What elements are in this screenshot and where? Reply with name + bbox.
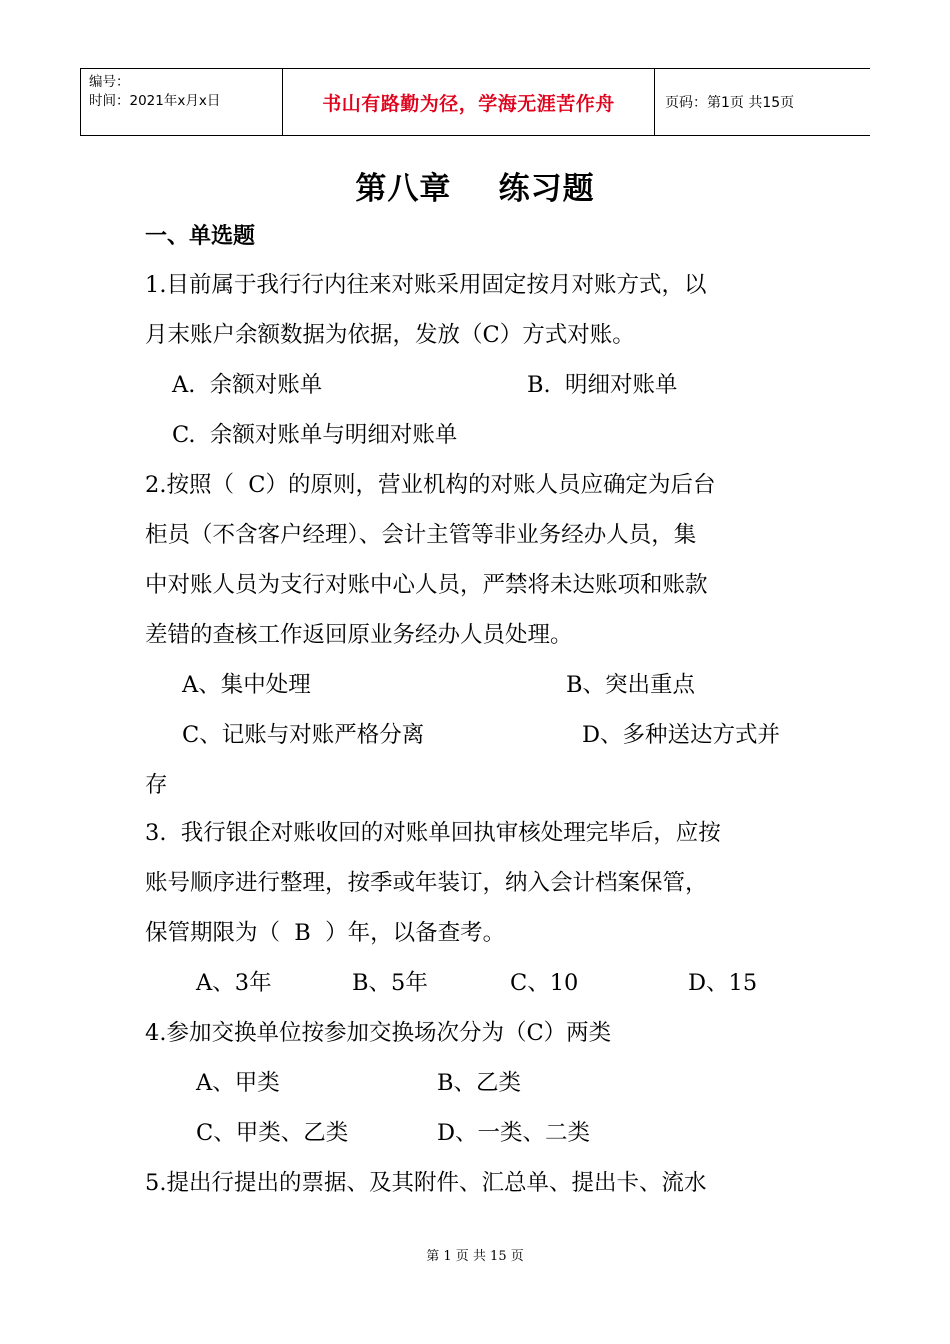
header-meta (80, 69, 283, 135)
question-2-line-1: 2.按照（ C）的原则，营业机构的对账人员应确定为后台 (145, 472, 716, 498)
question-1-line-2: 月末账户余额数据为依据，发放（C）方式对账。 (145, 322, 635, 348)
question-3-option-b: B、5年 (352, 970, 428, 996)
question-3-line-3: 保管期限为（ B ）年，以备查考。 (145, 920, 506, 946)
question-3-option-d: D、15 (688, 970, 758, 996)
question-1-option-b: B. 明细对账单 (527, 372, 678, 398)
page-footer: 第 1 页 共 15 页 (426, 1249, 524, 1264)
question-2-option-b: B、突出重点 (566, 672, 696, 698)
question-2-option-d: D、多种送达方式并 (582, 722, 781, 748)
question-3-option-c: C、10 (510, 970, 579, 996)
question-1-option-a: A. 余额对账单 (172, 372, 323, 398)
page-info: 页码：第1页 共15页 (665, 95, 795, 111)
question-4-option-a: A、甲类 (196, 1070, 280, 1096)
question-3-line-2: 账号顺序进行整理，按季或年装订，纳入会计档案保管， (145, 870, 708, 896)
question-3-option-a: A、3年 (196, 970, 272, 996)
question-4-option-c: C、甲类、乙类 (196, 1120, 349, 1146)
chapter-title: 第八章 练习题 (355, 171, 595, 207)
question-2-line-3: 中对账人员为支行对账中心人员，严禁将未达账项和账款 (145, 572, 708, 598)
question-5-line-1: 5.提出行提出的票据、及其附件、汇总单、提出卡、流水 (145, 1170, 707, 1196)
document-time-label: 时间：2021年x月x日 (89, 93, 221, 109)
section-title: 一、单选题 (145, 224, 256, 249)
question-3-line-1: 3. 我行银企对账收回的对账单回执审核处理完毕后，应按 (145, 820, 721, 846)
question-2-option-a: A、集中处理 (182, 672, 311, 698)
header-page-info-cell (655, 69, 870, 135)
question-2-option-d-wrap: 存 (145, 772, 168, 798)
question-2-line-4: 差错的查核工作返回原业务经办人员处理。 (145, 622, 573, 648)
question-4-line-1: 4.参加交换单位按参加交换场次分为（C）两类 (145, 1020, 612, 1046)
header-motto-cell (283, 69, 655, 135)
question-1-option-c: C. 余额对账单与明细对账单 (172, 422, 458, 448)
document-number-label: 编号： (89, 74, 130, 90)
question-2-line-2: 柜员（不含客户经理）、会计主管等非业务经办人员，集 (145, 522, 697, 548)
motto-text: 书山有路勤为径，学海无涯苦作舟 (322, 92, 615, 115)
page-header (80, 68, 870, 136)
question-2-option-c: C、记账与对账严格分离 (182, 722, 425, 748)
question-4-option-d: D、一类、二类 (437, 1120, 591, 1146)
question-1-line-1: 1.目前属于我行行内往来对账采用固定按月对账方式，以 (145, 272, 707, 298)
question-4-option-b: B、乙类 (437, 1070, 522, 1096)
